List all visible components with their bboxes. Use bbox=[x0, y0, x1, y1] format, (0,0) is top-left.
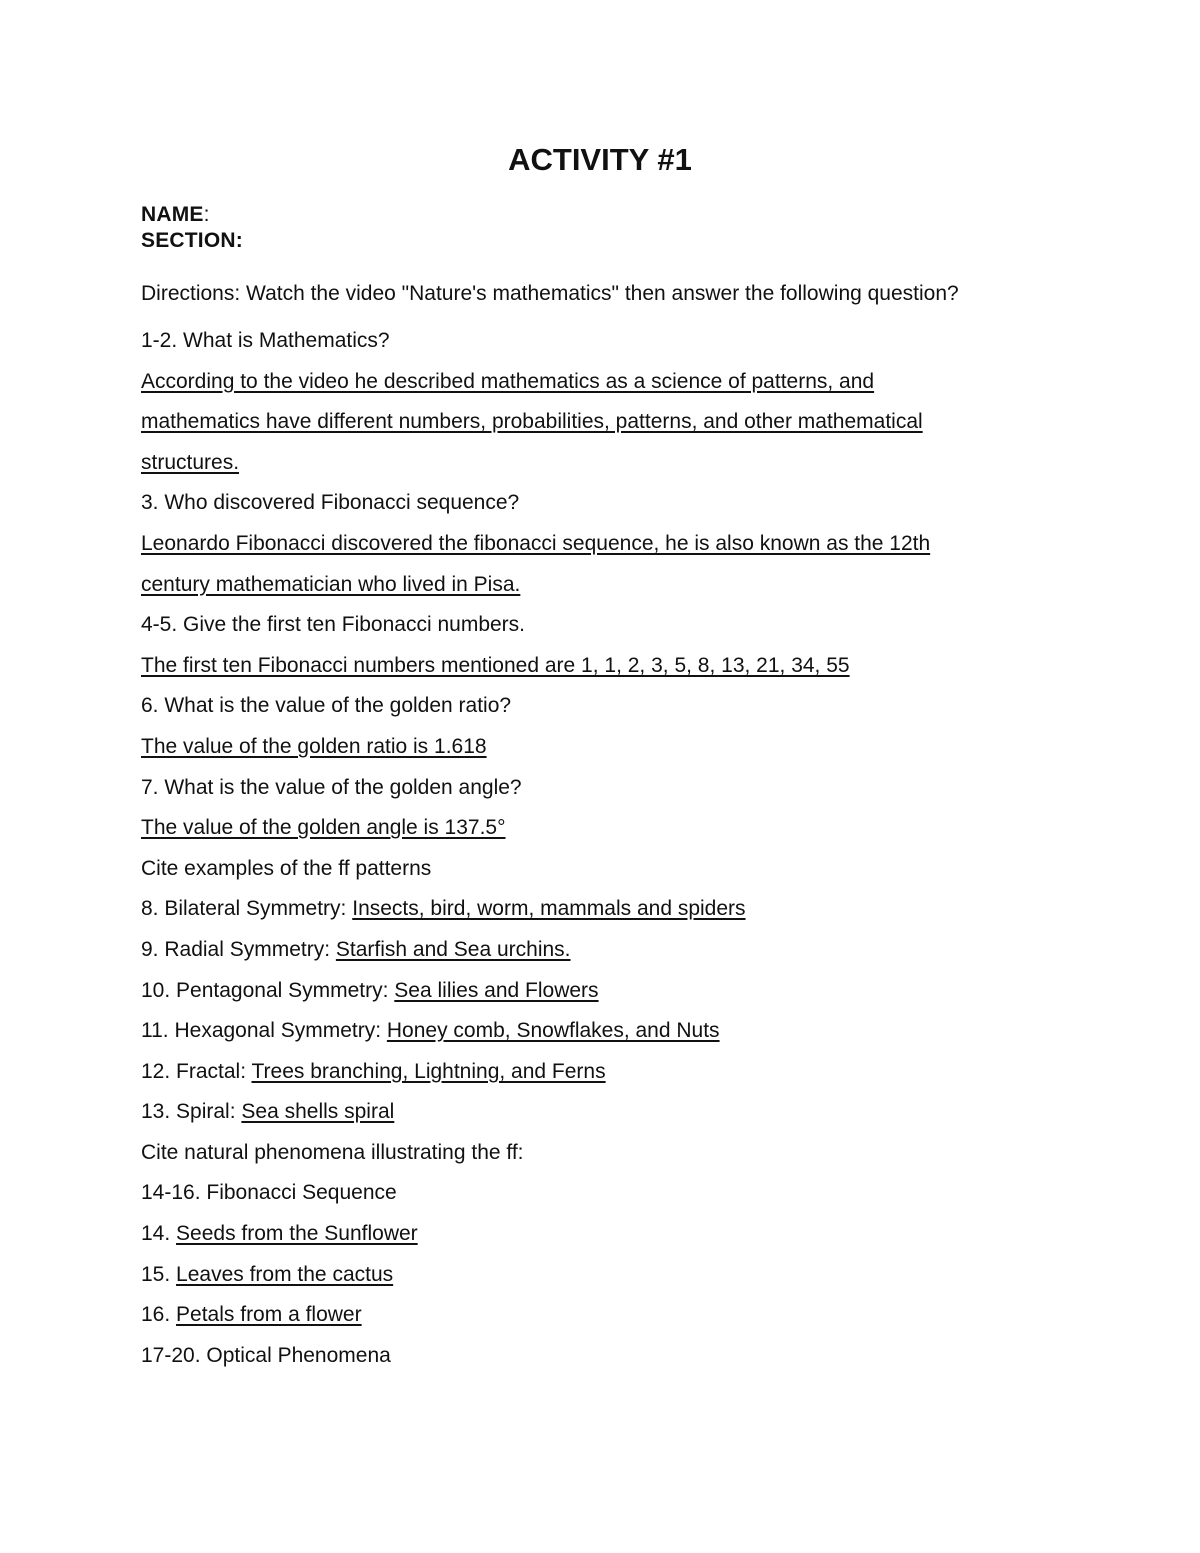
list-item bbox=[141, 971, 1061, 1012]
question-text: 16. bbox=[141, 1303, 177, 1327]
question-text: Cite examples of the ff patterns bbox=[141, 856, 432, 880]
answer-text: mathematics have different numbers, probabilities, patterns, and other mathematical bbox=[141, 410, 923, 434]
list-item bbox=[141, 443, 1061, 484]
answer-text: Leaves from the cactus bbox=[176, 1262, 394, 1286]
question-text: 17-20. Optical Phenomena bbox=[141, 1343, 391, 1367]
answer-text: According to the video he described mathematics as a science of patterns, and bbox=[141, 369, 875, 393]
list-item bbox=[141, 321, 1061, 362]
list-item bbox=[141, 646, 1061, 687]
question-text: 10. Pentagonal Symmetry: bbox=[141, 978, 395, 1002]
question-answer-list bbox=[141, 321, 1061, 1376]
list-item bbox=[141, 1255, 1061, 1296]
list-item bbox=[141, 1173, 1061, 1214]
question-text: 14-16. Fibonacci Sequence bbox=[141, 1181, 397, 1205]
question-text: 12. Fractal: bbox=[141, 1059, 252, 1083]
question-text: 9. Radial Symmetry: bbox=[141, 937, 336, 961]
question-text: 13. Spiral: bbox=[141, 1100, 242, 1124]
answer-text: The value of the golden angle is 137.5° bbox=[141, 816, 506, 840]
name-label-colon: : bbox=[203, 203, 210, 226]
question-text: 4-5. Give the first ten Fibonacci numbers. bbox=[141, 613, 525, 637]
list-item bbox=[141, 605, 1061, 646]
list-item bbox=[141, 483, 1061, 524]
answer-text: Starfish and Sea urchins. bbox=[335, 937, 571, 961]
list-item bbox=[141, 1214, 1061, 1255]
list-item bbox=[141, 1052, 1061, 1093]
answer-text: Sea lilies and Flowers bbox=[394, 978, 599, 1002]
question-text: 7. What is the value of the golden angle? bbox=[141, 775, 522, 799]
document-page bbox=[141, 140, 1061, 1376]
list-item bbox=[141, 889, 1061, 930]
answer-text: The value of the golden ratio is 1.618 bbox=[141, 734, 487, 758]
answer-text: century mathematician who lived in Pisa. bbox=[141, 572, 521, 596]
list-item bbox=[141, 849, 1061, 890]
section-field-label: SECTION: bbox=[141, 229, 243, 252]
list-item bbox=[141, 727, 1061, 768]
answer-text: Leonardo Fibonacci discovered the fibonacci sequence, he is also known as the 12th bbox=[141, 531, 931, 555]
question-text: Cite natural phenomena illustrating the ff: bbox=[141, 1140, 524, 1164]
list-item bbox=[141, 362, 1061, 403]
list-item bbox=[141, 808, 1061, 849]
question-text: 14. bbox=[141, 1222, 177, 1246]
question-text: 1-2. What is Mathematics? bbox=[141, 329, 390, 352]
answer-text: Petals from a flower bbox=[176, 1303, 362, 1327]
list-item bbox=[141, 524, 1061, 565]
answer-text: Seeds from the Sunflower bbox=[176, 1222, 418, 1246]
answer-text: Honey comb, Snowflakes, and Nuts bbox=[386, 1019, 720, 1043]
page-title: ACTIVITY #1 bbox=[508, 142, 692, 177]
list-item bbox=[141, 930, 1061, 971]
list-item bbox=[141, 686, 1061, 727]
answer-text: The first ten Fibonacci numbers mentioned are 1, 1, 2, 3, 5, 8, 13, 21, 34, 55 bbox=[141, 653, 850, 677]
question-text: 15. bbox=[141, 1262, 177, 1286]
question-text: 3. Who discovered Fibonacci sequence? bbox=[141, 491, 520, 515]
name-label-text: NAME bbox=[141, 203, 204, 226]
answer-text: Insects, bird, worm, mammals and spiders bbox=[352, 897, 746, 921]
list-item bbox=[141, 1133, 1061, 1174]
directions-text: Directions: Watch the video "Nature's mathematics" then answer the following question? bbox=[141, 282, 959, 305]
list-item bbox=[141, 1336, 1061, 1377]
answer-text: Sea shells spiral bbox=[241, 1100, 395, 1124]
list-item bbox=[141, 1011, 1061, 1052]
answer-text: Trees branching, Lightning, and Ferns bbox=[251, 1059, 606, 1083]
list-item bbox=[141, 768, 1061, 809]
name-field-label bbox=[141, 202, 1061, 228]
answer-text: structures. bbox=[141, 450, 240, 474]
question-text: 8. Bilateral Symmetry: bbox=[141, 897, 353, 921]
list-item bbox=[141, 565, 1061, 606]
question-text: 11. Hexagonal Symmetry: bbox=[141, 1019, 387, 1043]
list-item bbox=[141, 402, 1061, 443]
list-item bbox=[141, 1295, 1061, 1336]
list-item bbox=[141, 1092, 1061, 1133]
question-text: 6. What is the value of the golden ratio? bbox=[141, 694, 512, 718]
